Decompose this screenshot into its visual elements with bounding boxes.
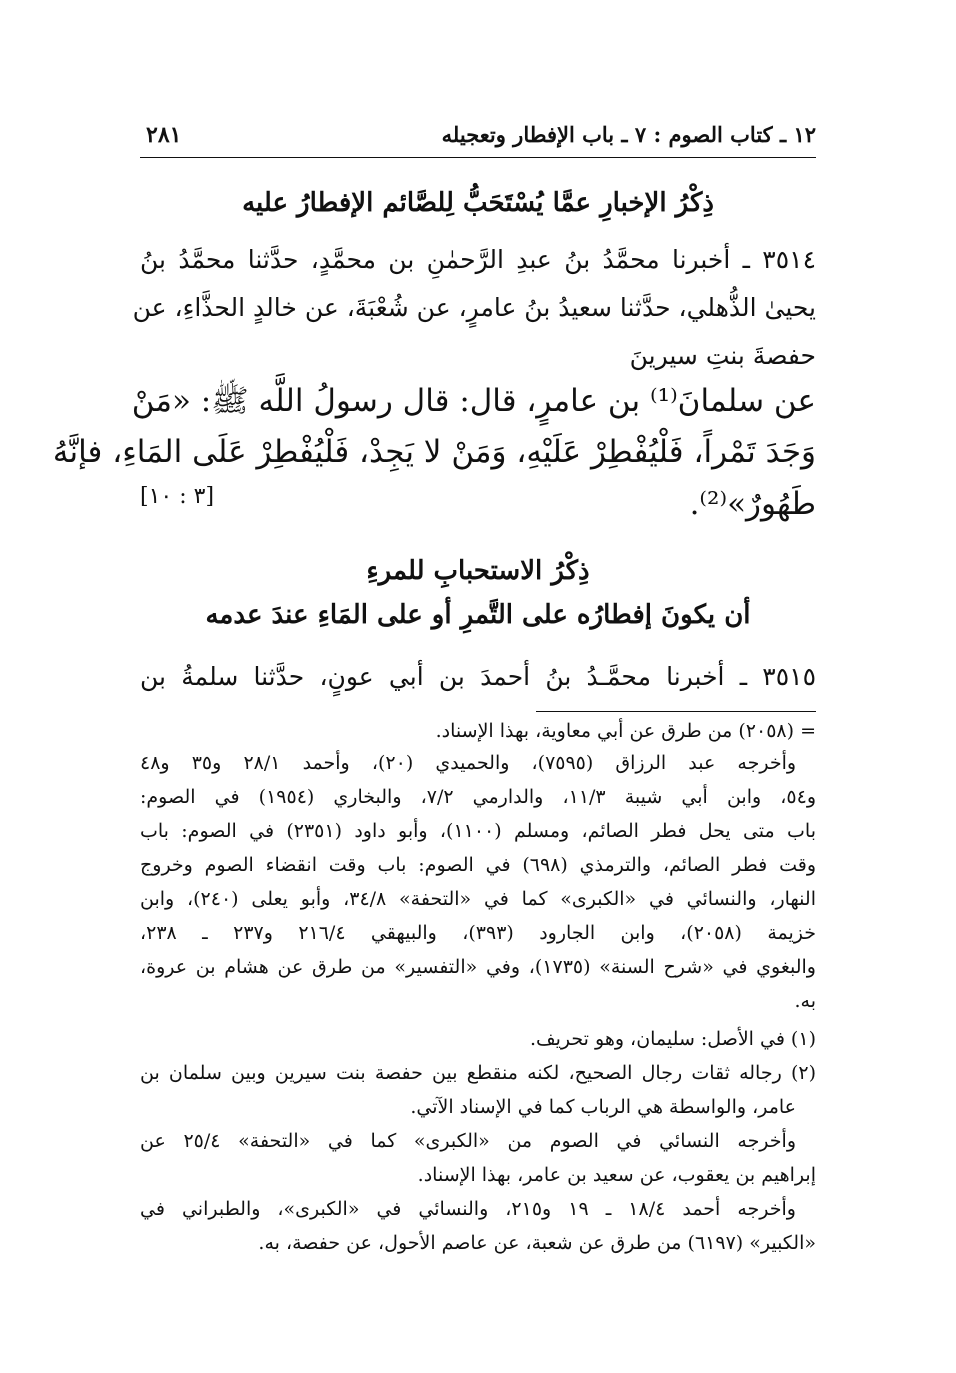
header-rule <box>140 157 816 158</box>
volume-reference: [٣ : ١٠] <box>140 484 215 509</box>
footnote-rule <box>536 711 816 712</box>
footnote-2-line: «الكبير» (٦١٩٧) من طرق عن شعبة، عن عاصم الأحول، عن حفصة، به. <box>258 1232 816 1254</box>
footnote-1: (١) في الأصل: سليمان، وهو تحريف. <box>529 1028 816 1050</box>
page-header <box>140 118 816 158</box>
footnote-continuation-line: خزيمة (٢٠٥٨)، وابن الجارود (٣٩٣)، والبيهقي ٢١٦/٤ و٢٣٧ ـ ٢٣٨، <box>140 922 817 944</box>
isnad-line: حفصةَ بنتِ سيرينَ <box>629 341 816 370</box>
footnote-continuation-line: باب متى يحل فطر الصائم، ومسلم (١١٠٠)، وأبو داود (٢٣٥١) في الصوم: باب <box>140 820 816 842</box>
footnote-2-line: إبراهيم بن يعقوب، عن سعيد بن عامر، بهذا الإسناد. <box>417 1164 816 1186</box>
footnote-2-line: وأخرجه النسائي في الصوم من «الكبرى» كما في «التحفة» ٢٥/٤ عن <box>140 1130 796 1152</box>
isnad-line: ٣٥١٥ ـ أخبرنا محمَّـدُ بنُ أحمدَ بن أبي عونٍ، حدَّثنا سلمةُ بن <box>140 662 816 691</box>
footnote-continuation-line: و٥٤، وابن أبي شيبة ١١/٣، والدارمي ٧/٢، والبخاري (١٩٥٤) في الصوم: <box>140 786 816 808</box>
footnote-continuation-line: به. <box>794 990 816 1012</box>
footnote-2-line: (٢) رجاله ثقات رجال الصحيح، لكنه منقطع بين حفصة بنت سيرين وبين سلمان بن <box>140 1062 816 1084</box>
footnote-continuation-line: = (٢٠٥٨) من طرق عن أبي معاوية، بهذا الإسناد. <box>435 720 816 742</box>
matn-line: طَهُورٌ»⁽²⁾. <box>689 486 816 522</box>
matn-line: وَجَدَ تَمْراً، فَلْيُفْطِرْ عَلَيْهِ، وَمَنْ لا يَجِدْ، فَلْيُفْطِرْ عَلَى المَاءِ، فإنَّهُ <box>52 434 816 470</box>
page-number: ٢٨١ <box>146 122 182 148</box>
running-title: ١٢ ـ كتاب الصوم : ٧ ـ باب الإفطار وتعجيله <box>441 122 816 147</box>
hadith-3514-isnad <box>132 245 816 375</box>
isnad-line: ٣٥١٤ ـ أخبرنا محمَّدُ بنُ عبدِ الرَّحمٰنِ بن محمَّدٍ، حدَّثنا محمَّدُ بنُ <box>140 245 816 274</box>
footnote-2-line: عامر، والواسطة هي الرباب كما في الإسناد الآتي. <box>410 1096 796 1118</box>
hadith-3514-matn <box>52 382 816 532</box>
footnote-continuation-line: وقت فطر الصائم، والترمذي (٦٩٨) في الصوم: باب وقت انقضاء الصوم وخروج <box>140 854 816 876</box>
section-heading-1: ذِكْرُ الإخبارِ عمَّا يُسْتَحَبُّ لِلصَّائم الإفطارُ عليه <box>242 188 714 218</box>
section-heading-2-line2: أن يكونَ إفطارُه على التَّمرِ أو على المَاءِ عندَ عدمه <box>205 600 751 630</box>
section-heading-2-line1: ذِكْرُ الاستحبابِ للمرءِ <box>366 556 590 586</box>
footnote-continuation-line: وأخرجه عبد الرزاق (٧٥٩٥)، والحميدي (٢٠)، وأحمد ٢٨/١ و٣٥ و٤٨ <box>140 752 797 774</box>
hadith-3515-isnad <box>140 662 816 702</box>
matn-line: عن سلمانَ⁽¹⁾ بن عامرٍ، قال: قال رسولُ اللَّه ﷺ: «مَنْ <box>131 383 816 419</box>
footnote-2-line: وأخرجه أحمد ١٨/٤ ـ ١٩ و٢١٥، والنسائي في «الكبرى»، والطبراني في <box>140 1198 796 1220</box>
footnote-continuation-line: النهار، والنسائي في «الكبرى» كما في «التحفة» ٣٤/٨، وأبو يعلى (٢٤٠)، وابن <box>140 888 816 910</box>
footnote-continuation-line: والبغوي في «شرح السنة» (١٧٣٥)، وفي «التفسير» من طرق عن هشام بن عروة، <box>140 956 816 978</box>
isnad-line: يحيىٰ الذُّهلي، حدَّثنا سعيدُ بنُ عامرٍ، عن شُعْبَةَ، عن خالدٍ الحذَّاءِ، عن <box>132 293 816 322</box>
